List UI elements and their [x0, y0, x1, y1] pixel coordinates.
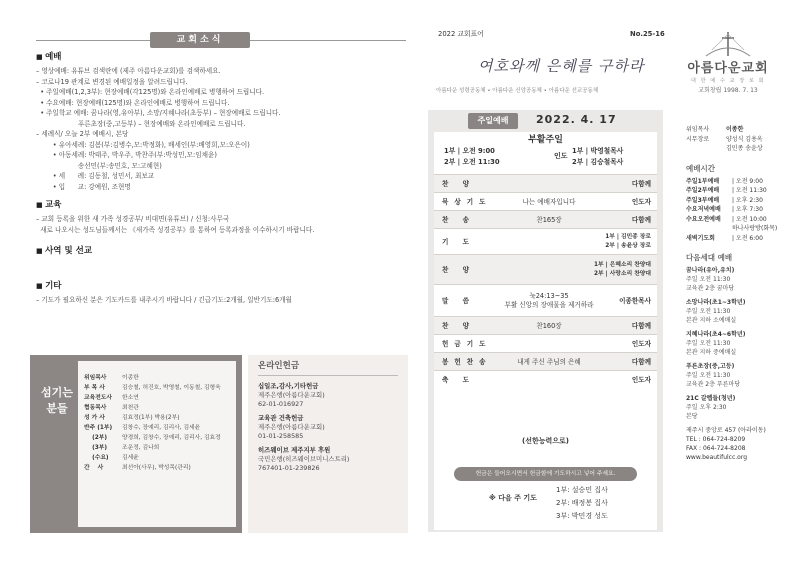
next-prayer-3: 3부: 박민경 성도	[556, 512, 608, 520]
staff-role: (수요)	[84, 455, 109, 461]
service-title: 부활주일	[528, 135, 563, 145]
order-row-leader: 인도자	[631, 197, 651, 206]
mission-heading: ■ 사역 및 선교	[36, 246, 411, 257]
worship-times	[686, 177, 786, 244]
order-row-leader: 다함께	[631, 179, 651, 188]
closing-hymn: (선한능력으로)	[522, 437, 569, 445]
motto-subtitle: 아름다운 성령공동체 • 아름다운 신앙공동체 • 아름다운 선교공동체	[436, 88, 599, 94]
staff-list	[78, 361, 236, 527]
order-row-leader: 다함께	[631, 357, 651, 366]
next-week-prayers	[556, 484, 608, 523]
order-row-label: 찬 양	[442, 321, 476, 330]
staff-row	[84, 443, 230, 453]
worship-time-value: | 오후 2:30	[732, 196, 763, 204]
staff-name: 김효정(1부) 박용(2부)	[122, 415, 180, 421]
pastor-name: 이종한	[726, 126, 744, 133]
worship-time-row	[686, 215, 786, 225]
contact	[686, 426, 786, 462]
pastor-row	[686, 125, 786, 135]
order-row-content: 눅24:13~35 부활 신앙의 장애물을 제거하라	[504, 292, 594, 309]
news-line: • 주일학교 예배: 꿈나라(영,유아부), 소망/지혜나라(초등부) – 현장예배로 드립니다.	[36, 109, 281, 118]
order-row-content: 내게 주신 주님의 은혜	[517, 357, 581, 366]
order-row	[434, 228, 657, 254]
order-row	[434, 192, 657, 210]
staff-title-line1: 섬기는	[41, 386, 73, 399]
order-row-leader: 인도자	[631, 375, 651, 384]
next-prayer-1: 1부: 설승민 집사	[556, 486, 608, 494]
order-table	[434, 132, 657, 530]
staff-title-line2: 분들	[46, 402, 68, 415]
etc-lines	[36, 295, 411, 306]
next-gen-heading: 다음세대 예배	[686, 253, 733, 263]
staff-row	[84, 383, 230, 393]
next-gen-group	[686, 330, 786, 357]
news-line: 새로 나오시는 성도님들께서는 《새가족 성경공부》를 통하여 등록과정을 이수하시기 바랍니다.	[36, 225, 315, 234]
order-row	[434, 316, 657, 334]
group-detail: 주일 오후 2:30	[686, 404, 727, 412]
offering-panel	[248, 355, 408, 533]
church-address: 제주시 중앙로 457 (아라이동)	[686, 427, 766, 435]
church-fax: FAX : 064-724-8208	[686, 445, 746, 453]
account-line: 767401-01-239826	[258, 463, 320, 472]
next-gen-group	[686, 298, 786, 325]
order-row-label: 찬 양	[442, 265, 476, 274]
group-detail: 본관 지하 소예배실	[686, 317, 737, 325]
staff-row	[84, 373, 230, 383]
account-heading: 교육관 건축헌금	[258, 414, 304, 423]
staff-role: 교육전도사	[84, 395, 112, 401]
offering-note: 헌금은 들어오시면서 헌금함에 기도하시고 넣어 주세요.	[454, 467, 637, 481]
offering-title: 온라인헌금	[258, 361, 398, 376]
staff-name: 최선아(사무), 박성목(관리)	[122, 465, 191, 471]
news-line: • 세 례: 김동철, 성민서, 최보교	[36, 172, 155, 181]
news-line: – 영상예배: 유튜브 검색란에 (제주 아름다운교회)를 검색하세요.	[36, 67, 221, 76]
worship-time-row	[686, 186, 786, 196]
news-etc-section	[36, 281, 411, 306]
elders-line1: 양성식 김용옥	[726, 135, 763, 143]
staff-row	[84, 403, 230, 413]
pastor-label: 위임목사	[686, 126, 710, 133]
staff-name: 김승철, 허진호, 박영철, 이동철, 김형욱	[122, 385, 221, 391]
staff-name: 한소연	[122, 395, 139, 401]
worship-time-value: | 오후 7:30	[732, 206, 763, 214]
order-row	[434, 370, 657, 388]
staff-role: 반주 (1부)	[84, 425, 113, 431]
group-name: 푸른초장(중,고등)	[686, 363, 735, 371]
group-name: 21C 갈렙들(청년)	[686, 395, 736, 403]
worship-time-row	[686, 224, 786, 234]
order-row-content: 나는 예배자입니다	[522, 197, 576, 206]
worship-time-label	[686, 224, 732, 234]
staff-name: 양경희, 김창수, 장예리, 김리사, 김효정	[122, 435, 221, 441]
order-row-leader: 1부 | 김민종 장로 2부 | 송윤상 장로	[605, 234, 651, 249]
staff-row	[84, 423, 230, 433]
order-row-leader: 다함께	[631, 321, 651, 330]
group-detail: 교육관 2층 꿈마당	[686, 285, 735, 293]
group-detail: 교육관 2층 푸른마당	[686, 381, 741, 389]
lead-label: 인도	[554, 152, 568, 160]
order-row	[434, 352, 657, 370]
worship-time-label: 수요저녁예배	[686, 206, 721, 214]
motto-slogan: 여호와께 은혜를 구하라	[478, 57, 645, 75]
news-line: – 세례식/ 오늘 2부 예배시, 본당	[36, 130, 129, 139]
service-leaders	[572, 146, 623, 168]
service-time-1: 1부 | 오전 9:00	[444, 147, 495, 155]
church-info	[686, 125, 786, 462]
order-row-content: 찬160장	[536, 321, 562, 330]
worship-time-value: | 오전 6:00	[732, 234, 763, 242]
worship-time-row	[686, 196, 786, 206]
leader-1: 1부 | 박영철목사	[572, 147, 624, 155]
news-line: • 입 교: 강예원, 조현명	[36, 182, 131, 191]
church-tel: TEL : 064-724-8209	[686, 436, 746, 444]
news-line: • 주일예배(1,2,3부): 현장예배(각125명)와 온라인예배로 병행하여 드립니다.	[36, 88, 265, 97]
staff-role: 성 가 사	[84, 415, 105, 421]
next-week-label: ※ 다음 주 기도	[489, 494, 537, 502]
news-mission-section	[36, 246, 411, 257]
next-gen-groups	[686, 266, 786, 421]
news-line: 송선민(부:송민호, 모:고혜현)	[36, 161, 162, 170]
worship-time-value: | 오전 10:00	[732, 215, 767, 223]
bulletin-number: No.25-16	[630, 30, 665, 38]
group-detail: 주일 오전 11:30	[686, 372, 731, 380]
order-row-label: 말 씀	[442, 296, 476, 305]
order-row-label: 묵상기도	[442, 197, 492, 206]
elders-row2	[686, 144, 786, 154]
staff-row	[84, 433, 230, 443]
order-row-label: 축 도	[442, 375, 476, 384]
founded-date: 교회창립 1998. 7. 13	[698, 86, 758, 94]
staff-role: (2부)	[84, 435, 108, 441]
worship-time-label: 주일1부예배	[686, 177, 720, 185]
worship-time-label: 새벽기도회	[686, 234, 715, 242]
worship-heading: ■ 예배	[36, 52, 411, 63]
news-line: • 유아세례: 김봄(부:김병수,모:박정화), 배세인(부:배영희,모:오은이)	[36, 140, 250, 149]
staff-name: 김창수, 장예리, 김리사, 김세윤	[122, 425, 201, 431]
order-row-label: 봉헌찬송	[442, 357, 492, 366]
staff-row	[84, 463, 230, 473]
staff-role: 협동목사	[84, 405, 107, 411]
order-row-content: 찬165장	[536, 215, 562, 224]
staff-name: 조운정, 김나희	[122, 445, 160, 451]
order-row-leader: 다함께	[631, 215, 651, 224]
next-gen-group	[686, 266, 786, 293]
worship-time-value: 하나사랑방(화목)	[732, 225, 778, 233]
order-row-label: 헌금기도	[442, 339, 492, 348]
worship-time-row	[686, 234, 786, 244]
group-detail: 본당	[686, 413, 698, 421]
worship-lines	[36, 66, 411, 192]
cross-logo-icon	[698, 30, 758, 60]
group-detail: 주일 오전 11:30	[686, 276, 731, 284]
order-row	[434, 254, 657, 284]
next-gen-group	[686, 362, 786, 389]
order-row	[434, 210, 657, 228]
worship-time-label: 주일2부예배	[686, 187, 720, 195]
church-website[interactable]: www.beautifulcc.org	[686, 454, 748, 462]
staff-role: 위임목사	[84, 375, 107, 381]
staff-role: 간 사	[84, 465, 104, 471]
etc-heading: ■ 기타	[36, 281, 411, 292]
elders-line2: 김민종 송윤상	[726, 145, 763, 152]
church-name: 아름다운교회	[687, 61, 769, 76]
order-date: 2022. 4. 17	[536, 113, 617, 126]
news-line: – 기도가 필요하신 분은 기도카드를 내주시기 바랍니다 / 긴급기도:2개월, 일반기도:6개월	[36, 296, 292, 305]
order-row	[434, 174, 657, 192]
order-row-leader: 이종한목사	[619, 296, 651, 305]
order-row-label: 찬 양	[442, 179, 476, 188]
staff-role: (3부)	[84, 445, 108, 451]
staff-name: 이종한	[122, 375, 139, 381]
worship-time-label: 주일3부예배	[686, 196, 720, 204]
group-detail: 주일 오전 11:30	[686, 340, 731, 348]
service-times	[444, 146, 500, 168]
next-gen-group	[686, 394, 786, 421]
account-line: 국민은행(히즈웨이브미니스트리)	[258, 454, 350, 463]
news-worship-section	[36, 52, 411, 192]
group-name: 지혜나라(초4~6학년)	[686, 331, 746, 339]
news-line: – 교회 등록을 위한 새 가족 성경공부/ 비대면(유튜브) / 신청:사무국	[36, 215, 230, 224]
news-line: • 수요예배: 현장예배(125명)와 온라인예배로 병행하여 드립니다.	[36, 98, 230, 107]
order-tab: 주일예배	[468, 113, 518, 129]
group-detail: 주일 오전 11:30	[686, 308, 731, 316]
motto-year: 2022 교회표어	[438, 30, 484, 38]
account-line: 제주은행(아름다운교회)	[258, 391, 325, 400]
staff-row	[84, 453, 230, 463]
news-line: 푸른초장(중,고등부) – 현장예배와 온라인예배로 드립니다.	[36, 119, 246, 128]
staff-name: 최천관	[122, 405, 139, 411]
staff-name: 김세윤	[122, 455, 139, 461]
edu-lines	[36, 214, 411, 235]
order-row	[434, 284, 657, 316]
staff-role: 부 목 사	[84, 385, 105, 391]
staff-panel	[30, 355, 242, 533]
offering-accounts	[258, 382, 398, 472]
worship-time-row	[686, 205, 786, 215]
account-line: 62-01-016927	[258, 399, 304, 408]
news-line: – 코로나19 관계로 변경된 예배일정을 알려드립니다.	[36, 77, 188, 86]
account-heading: 히즈웨이브 제주지부 후원	[258, 446, 331, 455]
elders-row	[686, 135, 786, 145]
worship-time-value: | 오전 11:30	[732, 187, 767, 195]
order-row-leader: 인도자	[631, 339, 651, 348]
elders-label: 시무장로	[686, 135, 710, 143]
service-time-2: 2부 | 오전 11:30	[444, 158, 500, 166]
order-of-worship	[428, 110, 663, 532]
church-logo	[686, 30, 770, 95]
times-heading: 예배시간	[686, 163, 715, 173]
group-name: 소망나라(초1~3학년)	[686, 299, 746, 307]
order-row-label: 찬 송	[442, 215, 476, 224]
edu-heading: ■ 교육	[36, 200, 411, 211]
order-row-label: 기 도	[442, 237, 476, 246]
denomination: 대 한 예 수 교 장 로 회	[690, 77, 766, 84]
worship-time-row	[686, 177, 786, 187]
news-line: • 아동세례: 박태주, 박우주, 박찬주(부:박성민,모:임채윤)	[36, 151, 217, 160]
leader-2: 2부 | 김승철목사	[572, 158, 624, 166]
staff-title	[40, 385, 74, 417]
worship-time-label: 수요오전예배	[686, 215, 721, 223]
news-tab: 교회소식	[150, 32, 250, 48]
group-detail: 본관 지하 중예배실	[686, 349, 737, 357]
account-line: 01-01-258585	[258, 431, 304, 440]
next-prayer-2: 2부: 배정봉 집사	[556, 499, 608, 507]
staff-row	[84, 413, 230, 423]
account-heading: 십일조,감사,기타헌금	[258, 382, 319, 391]
group-name: 꿈나라(유아,유치)	[686, 267, 735, 275]
staff-row	[84, 393, 230, 403]
order-row	[434, 334, 657, 352]
account-line: 제주은행(아름다운교회)	[258, 423, 325, 432]
worship-time-value: | 오전 9:00	[732, 177, 763, 185]
news-edu-section	[36, 200, 411, 235]
order-row-leader: 1부 | 은혜소리 찬양대 2부 | 사랑소리 찬양대	[593, 262, 651, 277]
